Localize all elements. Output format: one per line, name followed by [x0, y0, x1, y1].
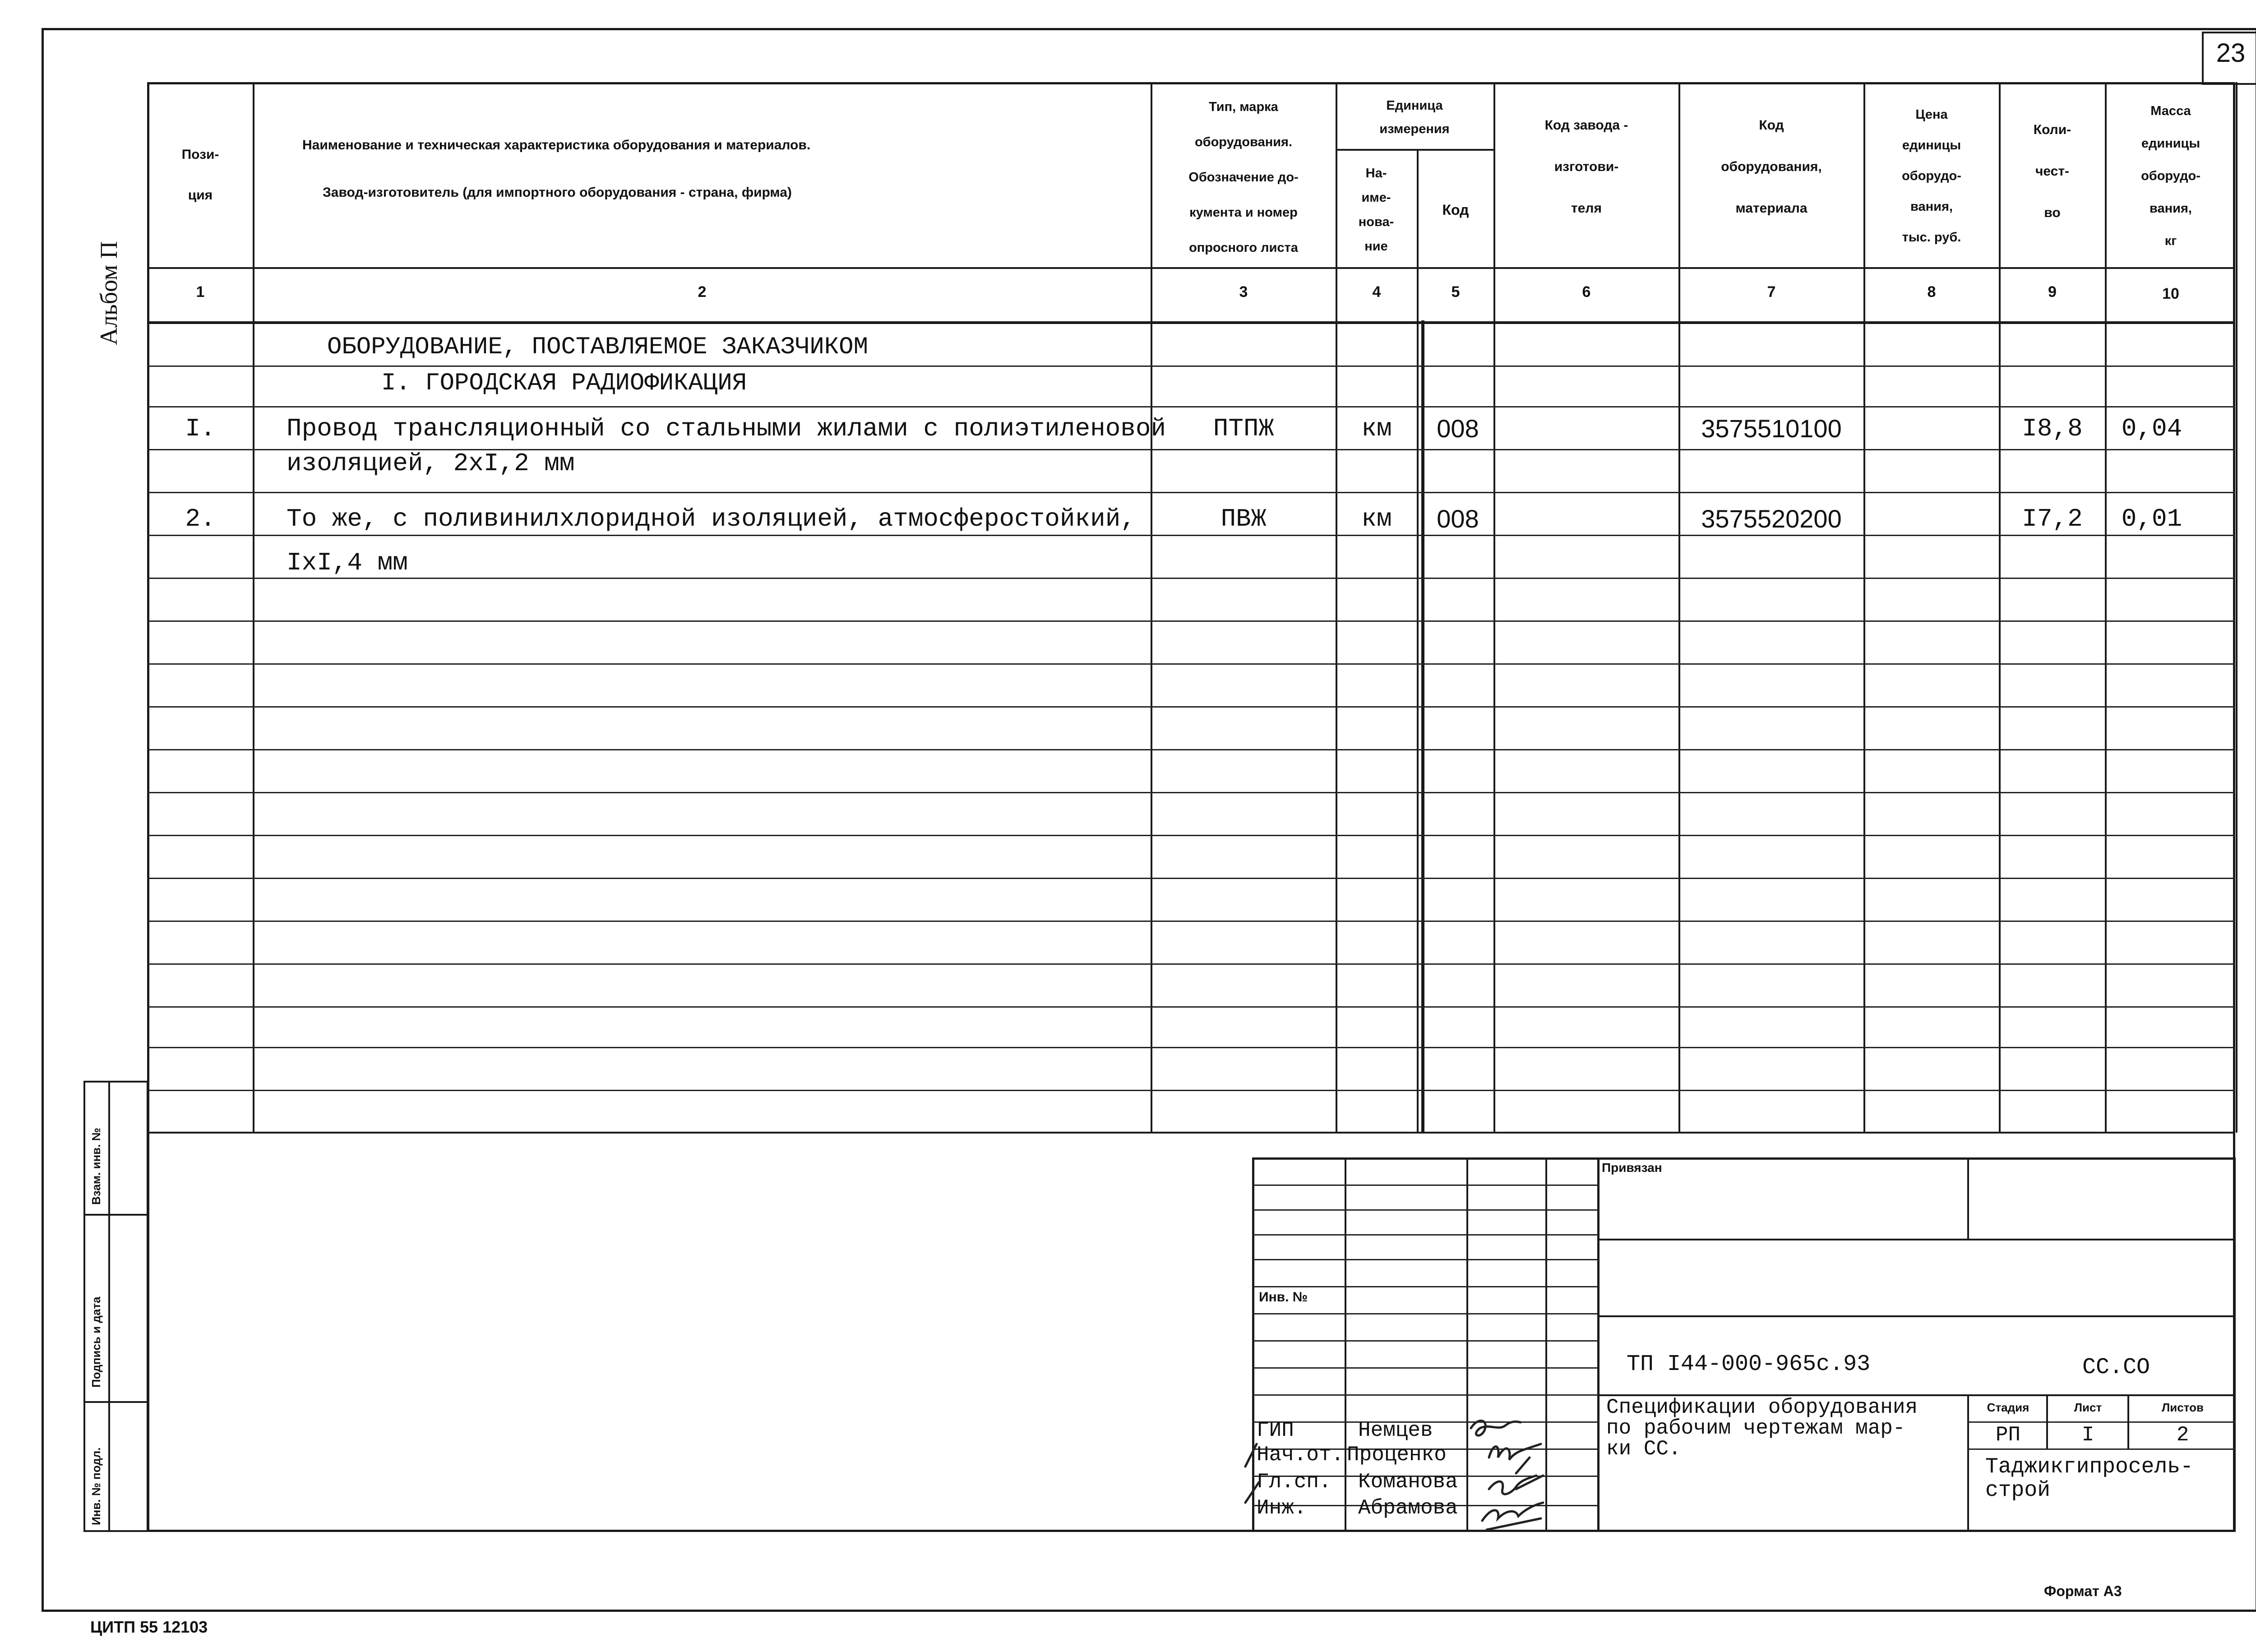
row-line [147, 406, 2235, 407]
tb-doc-mark: СС.СО [2082, 1355, 2150, 1380]
col-line [1493, 82, 1495, 1133]
row-line [147, 963, 2235, 965]
tb-line [1597, 1239, 2236, 1240]
tb-line [2046, 1394, 2048, 1448]
header-type: Тип, марка оборудования. Обозначение до- кумента и номер опросного листа [1188, 99, 1299, 255]
table-row-1-name-line1: Провод трансляционный со стальными жилами с полиэтиленовой [287, 414, 1166, 443]
colnum-10: 10 [2162, 285, 2179, 302]
row-line [147, 835, 2235, 836]
header-name-line1: Наименование и техническая характеристика оборудования и материалов. [302, 138, 811, 153]
format-label: Формат А3 [2044, 1583, 2122, 1599]
tb-sheet-label: Лист [2074, 1401, 2102, 1414]
signer-role: Гл.сп. [1257, 1470, 1331, 1494]
table-bottom-line [147, 1132, 2235, 1134]
tb-line [1252, 1340, 1598, 1342]
table-row-1-mass: 0,04 [2121, 414, 2182, 443]
row-line [147, 1047, 2235, 1048]
table-row-2-name-line2: IхI,4 мм [287, 548, 408, 577]
table-row-2-type: ПВЖ [1220, 504, 1267, 533]
side-stamp-vzam-inv: Взам. инв. № [89, 1128, 103, 1205]
colnum-7: 7 [1767, 283, 1776, 301]
signer-name: Проценко [1347, 1443, 1447, 1467]
row-line [147, 1090, 2235, 1091]
table-row-1-equipment-code: 3575510100 [1701, 414, 1842, 443]
row-line [147, 663, 2235, 665]
row-line [147, 1006, 2235, 1008]
tb-sheets: 2 [2176, 1423, 2189, 1447]
table-row-1-unit-code: 008 [1437, 414, 1479, 443]
tb-organization: Таджикгипросель- строй [1985, 1455, 2193, 1503]
colnum-5: 5 [1451, 283, 1460, 301]
row-line [147, 792, 2235, 793]
section-title: ОБОРУДОВАНИЕ, ПОСТАВЛЯЕМОЕ ЗАКАЗЧИКОМ [327, 333, 868, 361]
tb-stage-label: Стадия [1987, 1401, 2029, 1414]
table-row-1-name-line2: изоляцией, 2хI,2 мм [287, 449, 575, 478]
row-line [147, 749, 2235, 750]
tb-line [1967, 1157, 1969, 1239]
signer-role: Инж. [1257, 1496, 1307, 1520]
tb-line [1967, 1448, 2236, 1450]
footer-stamp: ЦИТП 55 12103 [90, 1618, 208, 1636]
signer-name: Команова [1358, 1470, 1458, 1494]
row-line [147, 706, 2235, 708]
table-row-2-unit-code: 008 [1437, 504, 1479, 533]
table-row-2-unit: км [1361, 504, 1392, 533]
table-row-2-mass: 0,01 [2121, 504, 2182, 533]
header-equipment-code: Код оборудования, материала [1721, 118, 1822, 216]
colnum-9: 9 [2048, 283, 2057, 301]
header-factory-code: Код завода - изготови- теля [1544, 118, 1628, 216]
tb-line [1967, 1421, 2236, 1423]
colnum-2: 2 [698, 283, 707, 301]
tb-line [1252, 1259, 1598, 1260]
row-line [147, 921, 2235, 922]
col-line [1678, 82, 1680, 1133]
tb-line [1252, 1394, 1598, 1396]
page-number: 23 [2216, 38, 2246, 68]
table-row-2-pos: 2. [185, 504, 216, 533]
colnum-8: 8 [1927, 283, 1936, 301]
table-row-2-qty: I7,2 [2022, 504, 2083, 533]
row-line [147, 366, 2235, 367]
colnum-bottom-line [147, 321, 2235, 324]
tb-line [1252, 1367, 1598, 1369]
header-unit-code: Код [1442, 202, 1469, 218]
tb-line [1252, 1286, 1598, 1287]
tb-line [2127, 1394, 2129, 1448]
table-row-1-unit: км [1361, 414, 1392, 443]
header-qty: Коли- чест- во [2033, 122, 2071, 220]
side-stamp-line [83, 1401, 148, 1403]
tb-line [1252, 1313, 1598, 1314]
header-name-line2: Завод-изготовитель (для импортного оборудования - страна, фирма) [323, 185, 792, 200]
col-line [253, 82, 254, 1133]
row-line [147, 620, 2235, 622]
header-price: Цена единицы оборудо- вания, тыс. руб. [1902, 107, 1961, 245]
tb-line [1252, 1234, 1598, 1236]
colnum-4: 4 [1372, 283, 1381, 301]
subsection-title: I. ГОРОДСКАЯ РАДИОФИКАЦИЯ [381, 370, 747, 397]
col-line [2236, 82, 2238, 1133]
header-unit-name: На- име- нова- ние [1358, 166, 1394, 254]
table-row-1-qty: I8,8 [2022, 414, 2083, 443]
colnum-3: 3 [1239, 283, 1248, 301]
tb-line [1252, 1185, 1598, 1186]
signer-name: Абрамова [1358, 1496, 1458, 1520]
side-stamp-sign-date: Подпись и дата [89, 1296, 103, 1388]
header-bottom-line [147, 267, 2235, 269]
header-position: Пози- ция [181, 147, 219, 203]
table-row-2-name-line1: То же, с поливинилхлоридной изоляцией, атмосферостойкий, [287, 504, 1136, 533]
tb-title: Спецификации оборудования по рабочим чертежам мар- ки СС. [1606, 1396, 1918, 1461]
header-unit-group: Единица измерения [1379, 98, 1450, 136]
tb-privyazan: Привязан [1602, 1161, 1662, 1175]
unit-subheader-line [1336, 149, 1493, 151]
signer-role: Нач.от. [1257, 1443, 1344, 1467]
colnum-6: 6 [1582, 283, 1591, 301]
side-stamp-divider [108, 1081, 110, 1532]
colnum-1: 1 [196, 283, 205, 301]
tb-line [1967, 1394, 1969, 1532]
tb-line [1597, 1315, 2236, 1317]
row-line [147, 878, 2235, 879]
tb-doc-code: ТП I44-000-965с.93 [1627, 1351, 1871, 1377]
signer-role: ГИП [1257, 1419, 1294, 1442]
side-stamp-inv-orig: Инв. № подл. [89, 1447, 103, 1525]
table-row-1-pos: I. [185, 414, 216, 443]
tb-inv-no: Инв. № [1259, 1290, 1308, 1305]
table-row-2-equipment-code: 3575520200 [1701, 504, 1842, 533]
row-line [147, 492, 2235, 493]
handwritten-signatures [1236, 1408, 1579, 1539]
tb-stage: РП [1995, 1423, 2021, 1447]
row-line [147, 578, 2235, 579]
col-line [1151, 82, 1152, 1133]
table-row-1-type: ПТПЖ [1213, 414, 1274, 443]
tb-sheets-label: Листов [2162, 1401, 2204, 1414]
album-label: Альбом П [95, 241, 122, 345]
tb-line [1252, 1209, 1598, 1211]
row-line [147, 535, 2235, 536]
side-stamp-line [83, 1214, 148, 1216]
header-mass: Масса единицы оборудо- вания, кг [2141, 104, 2201, 248]
tb-sheet: I [2081, 1423, 2094, 1447]
signer-name: Немцев [1358, 1419, 1433, 1442]
